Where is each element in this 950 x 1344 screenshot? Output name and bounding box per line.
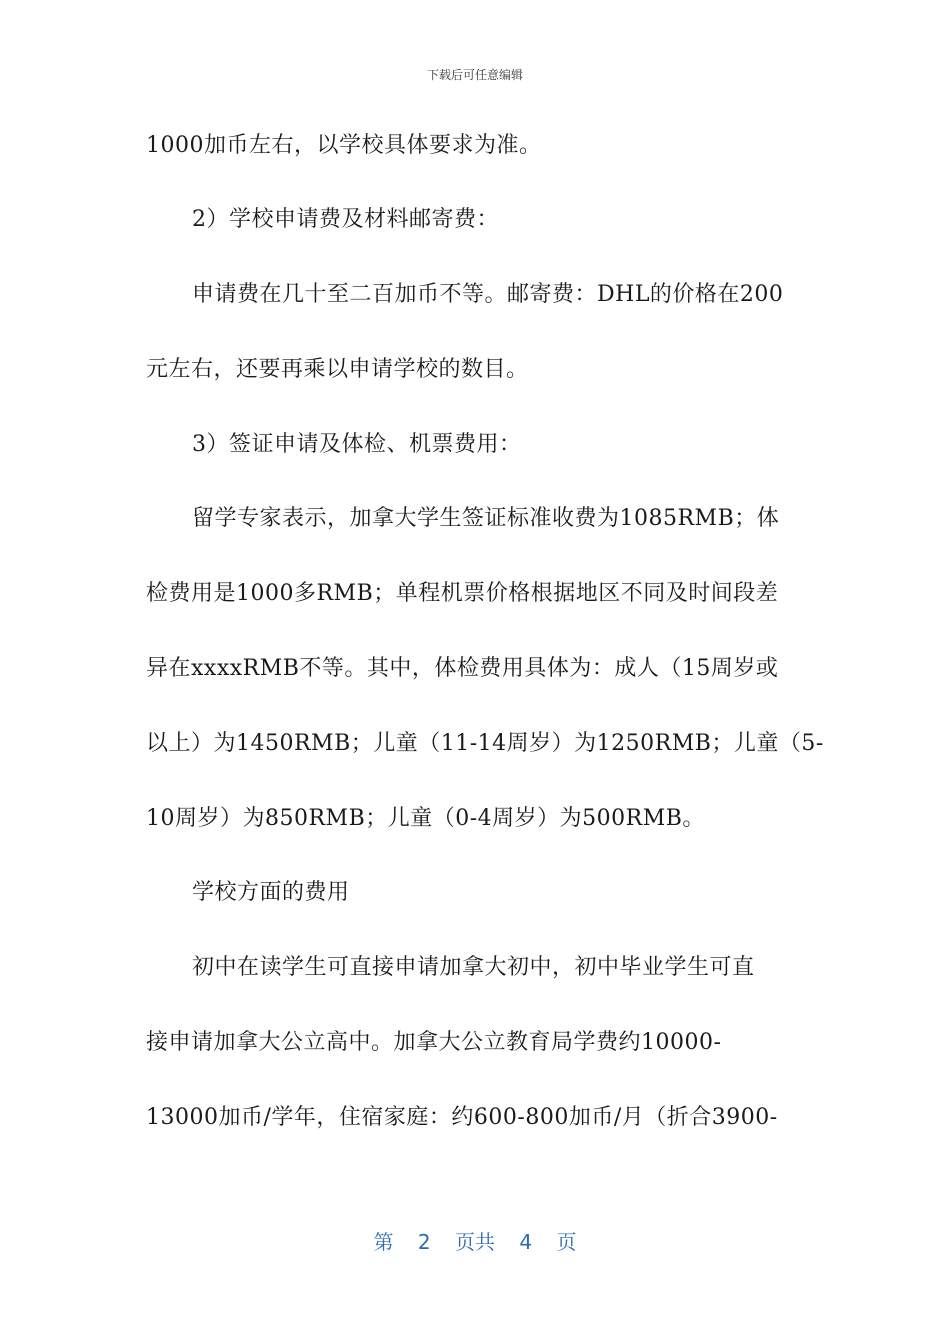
text-line: 初中在读学生可直接申请加拿大初中，初中毕业学生可直 (192, 955, 755, 980)
text-line: 留学专家表示，加拿大学生签证标准收费为1085RMB；体 (192, 506, 780, 531)
text-line: 元左右，还要再乘以申请学校的数目。 (146, 357, 529, 382)
section-heading: 3）签证申请及体检、机票费用： (192, 432, 522, 457)
text-line: 申请费在几十至二百加币不等。邮寄费：DHL的价格在200 (192, 282, 784, 307)
page-footer (0, 1226, 950, 1255)
footer-prefix: 第 (373, 1230, 394, 1254)
footer-page-number: 2 (417, 1230, 431, 1254)
header-note: 下载后可任意编辑 (426, 68, 523, 82)
text-line: 接申请加拿大公立高中。加拿大公立教育局学费约10000- (146, 1030, 722, 1055)
text-line: 10周岁）为850RMB；儿童（0-4周岁）为500RMB。 (146, 806, 705, 831)
text-line: 1000加币左右，以学校具体要求为准。 (146, 133, 542, 158)
footer-total-pages: 4 (519, 1230, 533, 1254)
text-line: 以上）为1450RMB；儿童（11-14周岁）为1250RMB；儿童（5- (146, 731, 824, 756)
footer-middle: 页共 (455, 1230, 495, 1254)
section-heading: 2）学校申请费及材料邮寄费： (192, 207, 499, 232)
text-line: 13000加币/学年，住宿家庭：约600-800加币/月（折合3900- (146, 1105, 778, 1130)
footer-suffix: 页 (556, 1230, 577, 1254)
text-line: 异在xxxxRMB不等。其中，体检费用具体为：成人（15周岁或 (146, 656, 779, 681)
text-line: 检费用是1000多RMB；单程机票价格根据地区不同及时间段差 (146, 581, 779, 606)
section-heading: 学校方面的费用 (192, 880, 350, 905)
